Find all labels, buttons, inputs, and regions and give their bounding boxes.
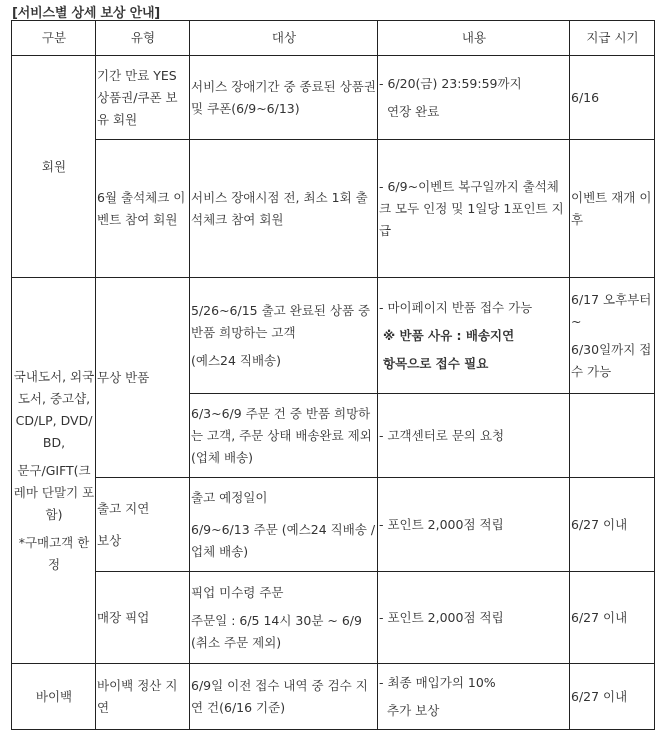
target-line: 픽업 미수령 주문 xyxy=(191,584,284,600)
content-cell xyxy=(378,278,570,394)
category-note: *구매고객 한정 xyxy=(18,534,90,572)
header-target: 대상 xyxy=(190,21,378,56)
target-cell: 6/9일 이전 접수 내역 중 검수 지연 건(6/16 기준) xyxy=(190,664,378,730)
time-cell xyxy=(570,394,655,478)
type-cell: 무상 반품 xyxy=(96,278,190,478)
header-content: 내용 xyxy=(378,21,570,56)
table-row xyxy=(12,572,655,664)
table-row xyxy=(12,140,655,278)
target-cell: 서비스 장애시점 전, 최소 1회 출석체크 참여 회원 xyxy=(190,140,378,278)
content-cell: - 포인트 2,000점 적립 xyxy=(378,478,570,572)
table-header-row xyxy=(12,21,655,56)
type-line: 출고 지연 xyxy=(97,500,150,516)
table-row xyxy=(12,56,655,140)
section-title: [서비스별 상세 보상 안내] xyxy=(12,6,161,21)
content-line: 추가 보상 xyxy=(387,702,440,718)
time-cell: 6/27 이내 xyxy=(570,572,655,664)
compensation-table xyxy=(11,20,655,730)
content-cell: - 고객센터로 문의 요청 xyxy=(378,394,570,478)
content-line: - 6/20(금) 23:59:59까지 xyxy=(379,75,522,91)
time-cell: 6/16 xyxy=(570,56,655,140)
table-row xyxy=(12,664,655,730)
time-line: 6/30일까지 접수 가능 xyxy=(571,341,652,379)
target-line: 5/26~6/15 출고 완료된 상품 중 반품 희망하는 고객 xyxy=(191,302,371,340)
type-line: 보상 xyxy=(97,532,122,548)
target-cell xyxy=(190,278,378,394)
content-cell xyxy=(378,56,570,140)
header-time: 지급 시기 xyxy=(570,21,655,56)
type-cell xyxy=(96,478,190,572)
target-line: 출고 예정일이 xyxy=(191,489,268,505)
category-buyback: 바이백 xyxy=(12,664,96,730)
content-line: - 최종 매입가의 10% xyxy=(379,674,496,690)
category-member: 회원 xyxy=(12,56,96,278)
content-notice: 항목으로 접수 필요 xyxy=(383,355,489,371)
content-line: 연장 완료 xyxy=(387,103,440,119)
type-cell: 기간 만료 YES 상품권/쿠폰 보유 회원 xyxy=(96,56,190,140)
target-cell: 서비스 장애기간 중 종료된 상품권 및 쿠폰(6/9~6/13) xyxy=(190,56,378,140)
header-type: 유형 xyxy=(96,21,190,56)
table-row xyxy=(12,478,655,572)
target-line: (예스24 직배송) xyxy=(191,352,282,368)
type-cell: 6월 출석체크 이벤트 참여 회원 xyxy=(96,140,190,278)
time-cell xyxy=(570,278,655,394)
target-cell xyxy=(190,572,378,664)
category-line: 국내도서, 외국도서, 중고샵, CD/LP, DVD/BD, xyxy=(13,368,95,450)
target-cell xyxy=(190,478,378,572)
target-cell: 6/3~6/9 주문 건 중 반품 희망하는 고객, 주문 상태 배송완료 제외 (업체 배송) xyxy=(190,394,378,478)
time-cell: 6/27 이내 xyxy=(570,664,655,730)
content-line: - 마이페이지 반품 접수 가능 xyxy=(379,299,533,315)
table-row xyxy=(12,278,655,394)
type-cell: 매장 픽업 xyxy=(96,572,190,664)
category-line: 문구/GIFT(크레마 단말기 포함) xyxy=(13,462,95,522)
time-cell: 이벤트 재개 이후 xyxy=(570,140,655,278)
content-cell: - 6/9~이벤트 복구일까지 출석체크 모두 인정 및 1일당 1포인트 지급 xyxy=(378,140,570,278)
category-books xyxy=(12,278,96,664)
content-notice: ※ 반품 사유 : 배송지연 xyxy=(383,327,515,343)
type-cell: 바이백 정산 지연 xyxy=(96,664,190,730)
content-cell: - 포인트 2,000점 적립 xyxy=(378,572,570,664)
header-category: 구분 xyxy=(12,21,96,56)
target-line: 주문일 : 6/5 14시 30분 ~ 6/9(취소 주문 제외) xyxy=(191,612,362,650)
time-cell: 6/27 이내 xyxy=(570,478,655,572)
target-line: 6/9~6/13 주문 (예스24 직배송 / 업체 배송) xyxy=(191,521,376,559)
content-cell xyxy=(378,664,570,730)
time-line: 6/17 오후부터~ xyxy=(571,291,652,329)
